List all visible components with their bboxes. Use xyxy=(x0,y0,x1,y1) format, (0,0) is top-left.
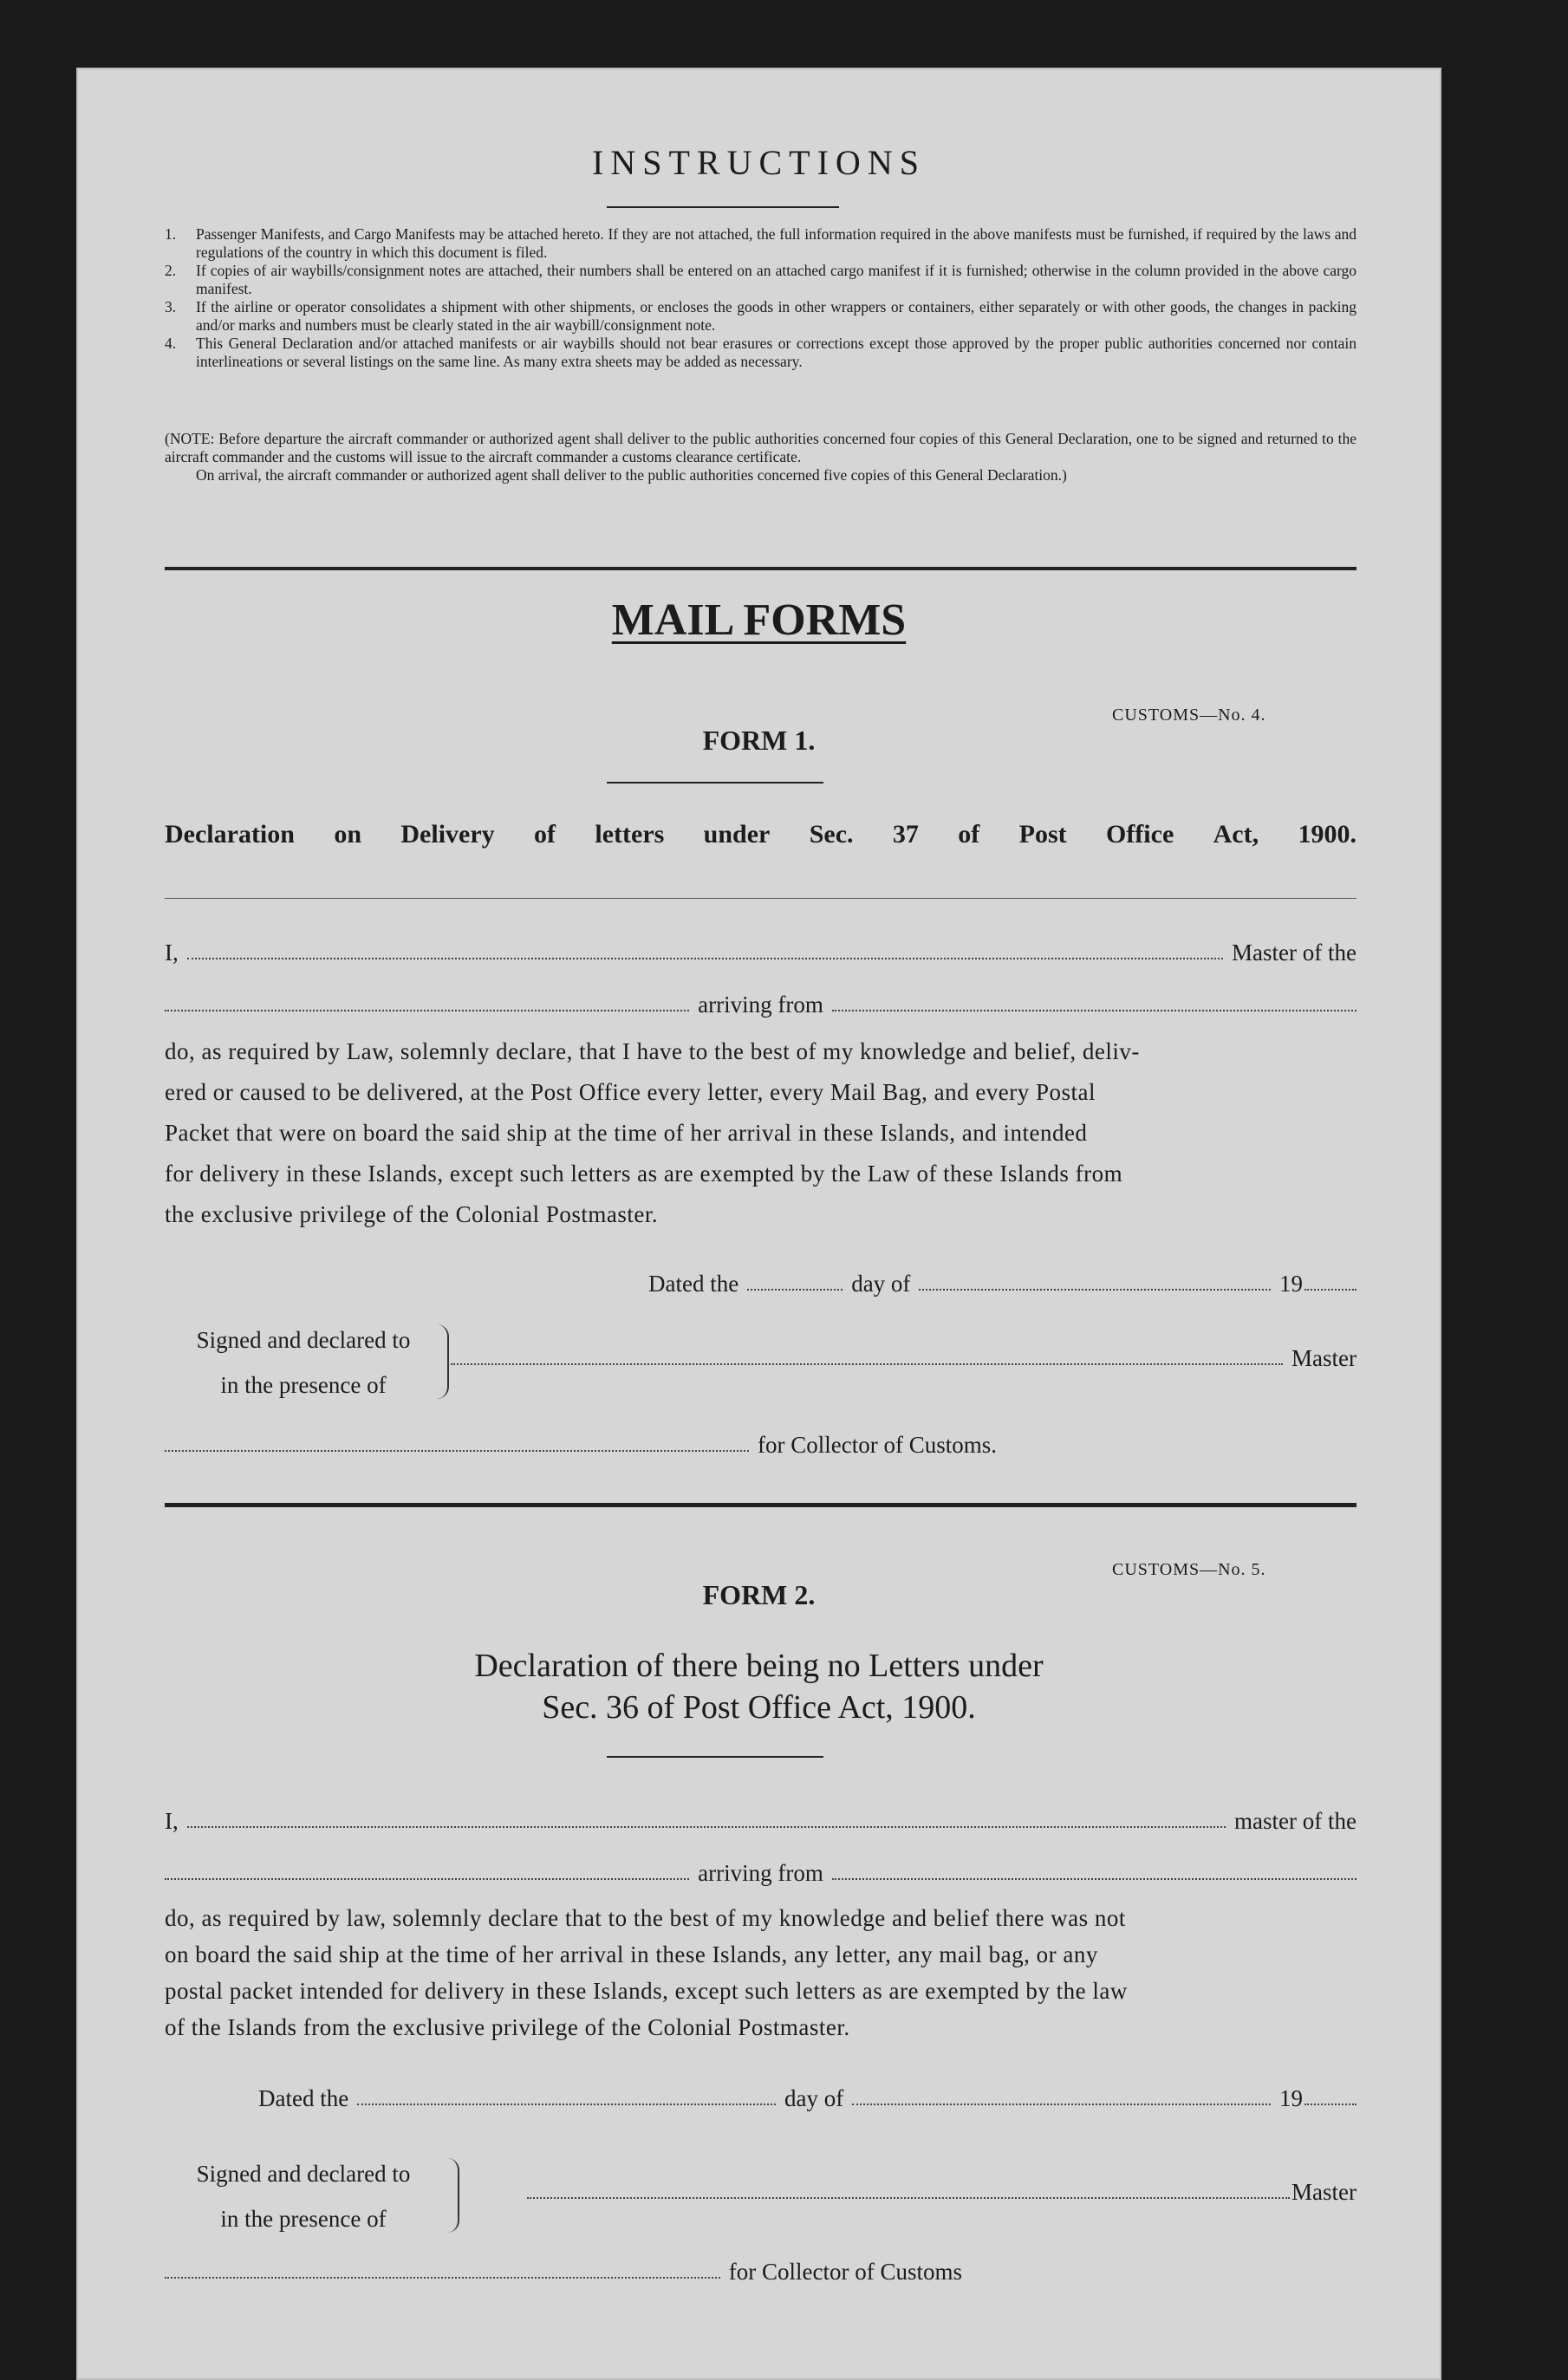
form1-arriving-line: arriving from xyxy=(165,992,1357,1018)
form1-signed-label: Signed and declared to in the presence of xyxy=(196,1327,411,1398)
day-field[interactable] xyxy=(357,2104,776,2105)
instruction-item: 4. This General Declaration and/or attached manifests or air waybills should not bear erasures or corrections except those approved by the proper public authorities concerned nor contain interlineations or several listings on the same line. As many extra sheets may be added as necessary. xyxy=(165,335,1357,370)
ship-field[interactable] xyxy=(165,1878,689,1880)
month-field[interactable] xyxy=(852,2104,1271,2105)
form1-master-line: I, Master of the xyxy=(165,940,1357,966)
form1-collector-line: for Collector of Customs. xyxy=(165,1432,997,1459)
mail-forms-title: MAIL FORMS xyxy=(611,595,907,645)
instructions-title-rule xyxy=(607,206,839,208)
form2-arriving-line: arriving from xyxy=(165,1860,1357,1887)
name-field[interactable] xyxy=(187,1826,1226,1828)
name-field[interactable] xyxy=(187,958,1223,959)
form2-master-line: I, master of the xyxy=(165,1808,1357,1834)
day-field[interactable] xyxy=(747,1289,843,1291)
collector-signature-field[interactable] xyxy=(165,2277,720,2279)
instruction-item: 1. Passenger Manifests, and Cargo Manifests may be attached hereto. If they are not attached, the full information required in the above manifests must be furnished, if required by the laws and regulations of the country in which this document is filed. xyxy=(165,225,1357,261)
form2-heading: Declaration of there being no Letters under Sec. 36 of Post Office Act, 1900. xyxy=(474,1648,1044,1726)
origin-field[interactable] xyxy=(832,1878,1357,1880)
instruction-item: 2. If copies of air waybills/consignment notes are attached, their numbers shall be entered on an attached cargo manifest if it is furnished; otherwise in the column provided in the above cargo manifest. xyxy=(165,262,1357,297)
form1-customs-number: CUSTOMS—No. 4. xyxy=(1112,706,1266,725)
section-divider xyxy=(165,567,1357,570)
instructions-list xyxy=(165,225,1357,371)
brace xyxy=(444,2158,459,2233)
form2-title: FORM 2. xyxy=(702,1579,816,1610)
signature-field[interactable] xyxy=(451,1363,1283,1365)
signature-field[interactable] xyxy=(527,2197,1290,2199)
form1-title: FORM 1. xyxy=(702,725,816,756)
form2-title-rule xyxy=(607,1756,823,1758)
note-arrival: On arrival, the aircraft commander or authorized agent shall deliver to the public authorities concerned five copies of this General Declaration.) xyxy=(196,466,1067,484)
instructions-note xyxy=(165,430,1357,484)
form2-signed-label: Signed and declared to in the presence of xyxy=(196,2161,411,2232)
instruction-item: 3. If the airline or operator consolidates a shipment with other shipments, or encloses the goods in other wrappers or containers, either separately or with other goods, the changes in packing and/or marks and numbers must be clearly stated in the air waybill/consignment note. xyxy=(165,298,1357,334)
form2-customs-number: CUSTOMS—No. 5. xyxy=(1112,1560,1266,1579)
form1-body: do, as required by Law, solemnly declare, that I have to the best of my knowledge and belief, deliv- ered or caused to be delivered, at the Post Office every letter, every Mail Bag, and every Postal Packet that were on board the said ship at the time of her arrival in these Islands, and intended for delivery in these Islands, except such letters as are exempted by the Law of these Islands from the exclusive privilege of the Colonial Postmaster. xyxy=(165,1038,1140,1227)
origin-field[interactable] xyxy=(832,1010,1357,1011)
instructions-title: INSTRUCTIONS xyxy=(592,143,926,182)
year-field[interactable] xyxy=(1304,1289,1357,1291)
month-field[interactable] xyxy=(919,1289,1271,1291)
form1-title-rule xyxy=(607,782,823,784)
form1-heading-rule xyxy=(165,898,1357,899)
brace xyxy=(433,1324,449,1399)
form2-master-signature-line: Master xyxy=(527,2179,1357,2206)
ship-field[interactable] xyxy=(165,1010,689,1011)
form2-collector-line: for Collector of Customs xyxy=(165,2259,962,2286)
collector-signature-field[interactable] xyxy=(165,1450,749,1452)
year-field[interactable] xyxy=(1304,2104,1357,2105)
form1-declaration-heading: Declaration on Delivery of letters under Sec. 37 of Post Office Act, 1900. xyxy=(165,820,1357,849)
document-page xyxy=(76,68,1441,2380)
form-divider xyxy=(165,1503,1357,1507)
form2-dated-line: Dated the day of 19 xyxy=(258,2085,1357,2112)
form1-master-signature-line: Master xyxy=(451,1345,1357,1372)
form2-body: do, as required by law, solemnly declare that to the best of my knowledge and belief there was not on board the said ship at the time of her arrival in these Islands, any letter, any mail bag, or any postal packet intended for delivery in these Islands, except such letters as are exempted by the law of the Islands from the exclusive privilege of the Colonial Postmaster. xyxy=(165,1905,1128,2040)
form1-dated-line: Dated the day of 19 xyxy=(648,1271,1357,1297)
note-departure: (NOTE: Before departure the aircraft commander or authorized agent shall deliver to the public authorities concerned four copies of this General Declaration, one to be signed and returned to the aircraft commander and the customs will issue to the aircraft commander a customs clearance certificate. xyxy=(165,430,1357,465)
